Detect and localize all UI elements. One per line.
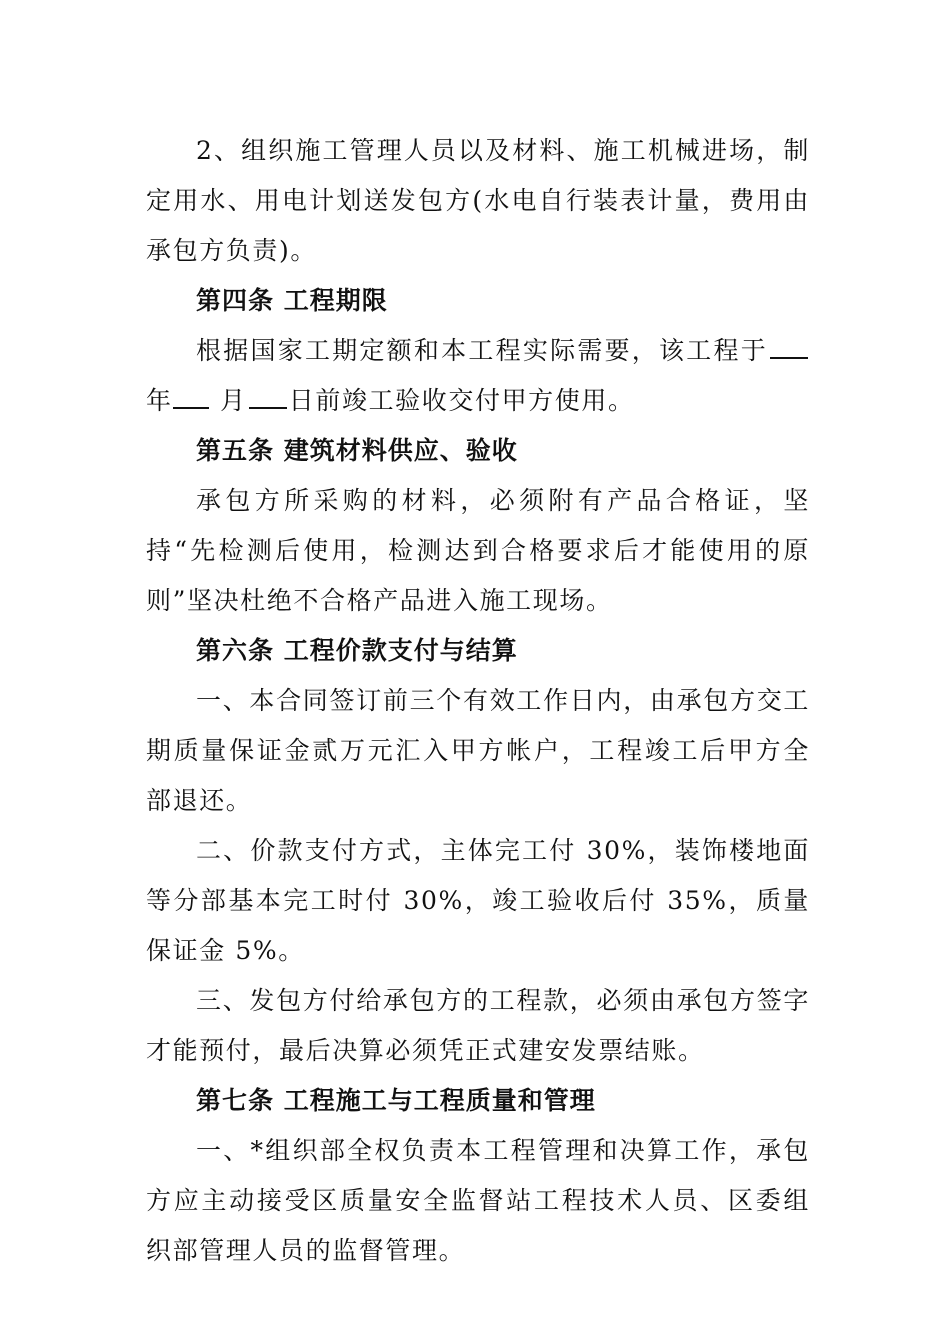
year-blank: [770, 335, 808, 359]
document-body: [146, 126, 810, 1276]
period-text-end: 日前竣工验收交付甲方使用。: [288, 386, 635, 415]
paragraph-construction-period: [146, 326, 810, 426]
paragraph-payment-item-2: 二、价款支付方式，主体完工付 30%，装饰楼地面等分部基本完工时付 30%，竣工验收后付 35%，质量保证金 5%。: [146, 836, 810, 965]
day-blank: [249, 385, 287, 409]
paragraph-management-item-1: 一、*组织部全权负责本工程管理和决算工作，承包方应主动接受区质量安全监督站工程技术人员、区委组织部管理人员的监督管理。: [146, 1136, 810, 1265]
paragraph-payment-item-3: 三、发包方付给承包方的工程款，必须由承包方签字才能预付，最后决算必须凭正式建安发票结账。: [146, 986, 810, 1065]
paragraph-preparation-item-2: 2、组织施工管理人员以及材料、施工机械进场，制定用水、用电计划送发包方(水电自行装表计量，费用由承包方负责)。: [146, 136, 810, 265]
heading-article-7: 第七条 工程施工与工程质量和管理: [196, 1086, 596, 1115]
period-text-month: 月: [210, 386, 247, 415]
period-text-year: 年: [146, 386, 173, 415]
month-blank: [173, 385, 209, 409]
paragraph-payment-item-1: 一、本合同签订前三个有效工作日内，由承包方交工期质量保证金贰万元汇入甲方帐户，工程竣工后甲方全部退还。: [146, 686, 810, 815]
paragraph-materials: 承包方所采购的材料，必须附有产品合格证，坚持“先检测后使用，检测达到合格要求后才能使用的原则”坚决杜绝不合格产品进入施工现场。: [146, 486, 810, 615]
heading-article-4: 第四条 工程期限: [196, 286, 388, 315]
period-text-intro: 根据国家工期定额和本工程实际需要，该工程于: [196, 336, 768, 365]
heading-article-6: 第六条 工程价款支付与结算: [196, 636, 518, 665]
heading-article-5: 第五条 建筑材料供应、验收: [196, 436, 518, 465]
